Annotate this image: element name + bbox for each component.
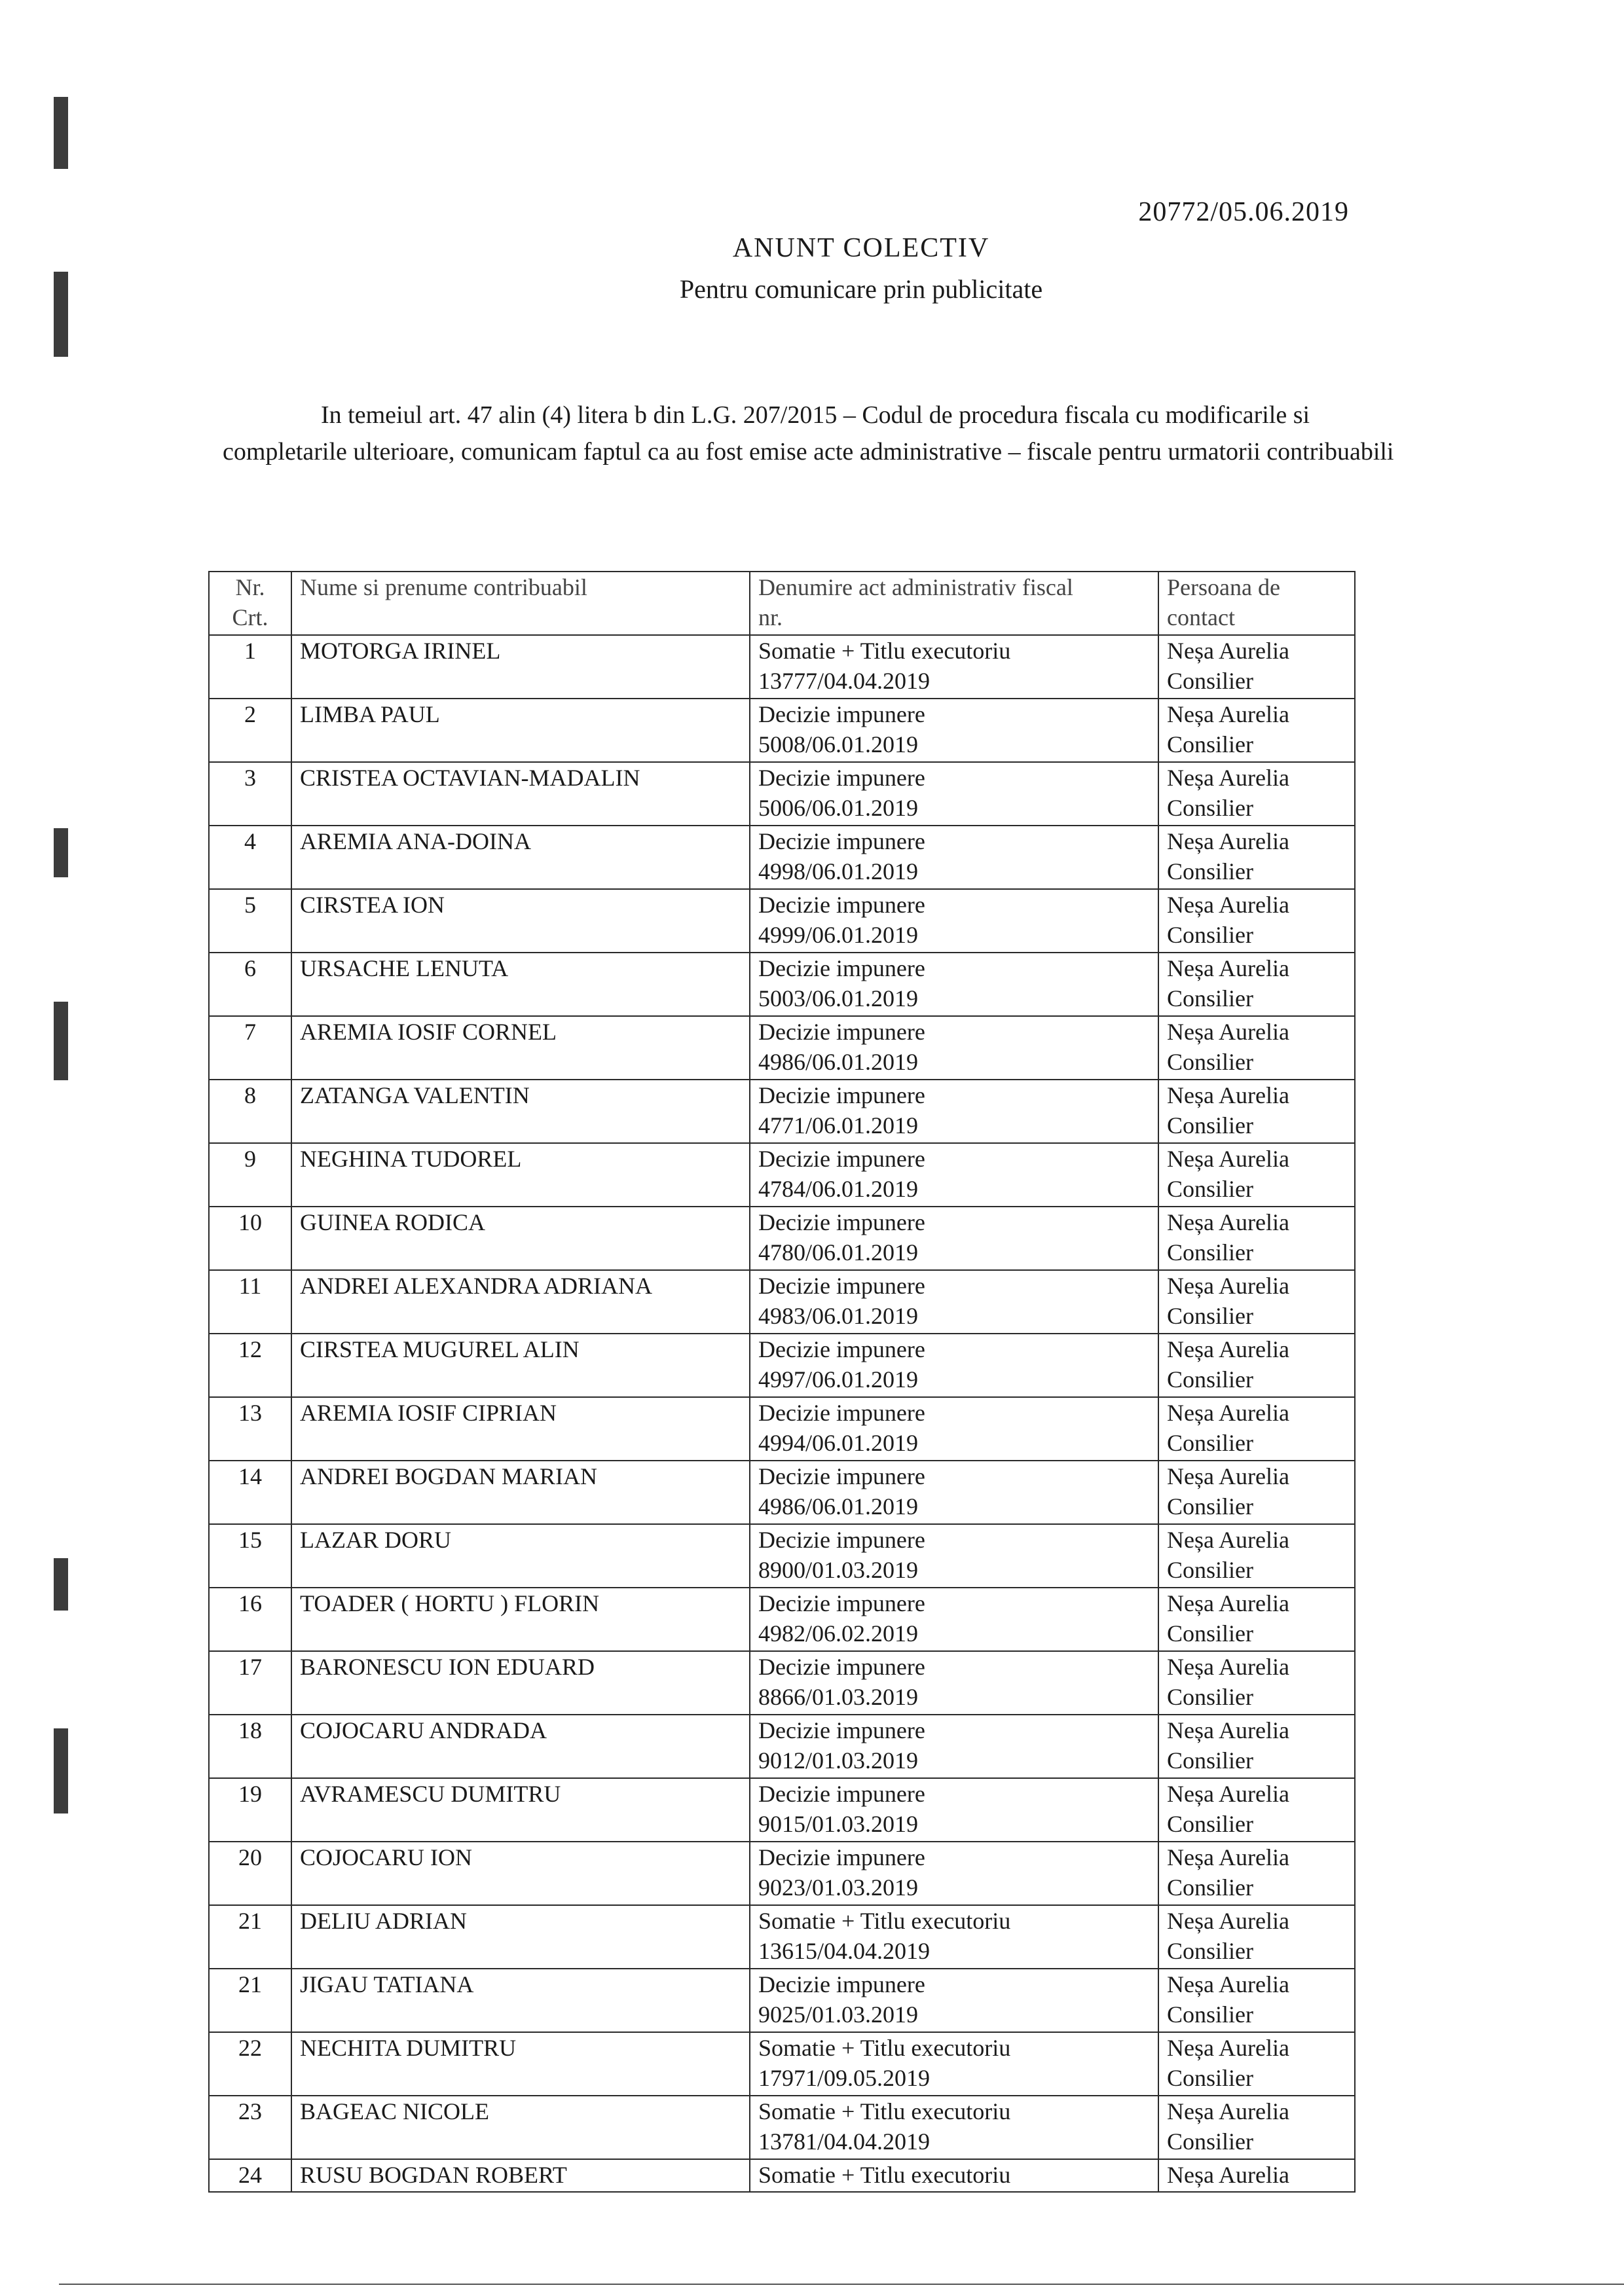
cell-taxpayer-name: NECHITA DUMITRU bbox=[291, 2032, 750, 2096]
table-row bbox=[209, 1651, 1355, 1715]
scan-mark bbox=[54, 97, 68, 169]
table-row bbox=[209, 826, 1355, 889]
contact-name: Neșa Aurelia bbox=[1167, 1590, 1289, 1616]
cell-nr: 2 bbox=[209, 699, 291, 762]
act-type: Decizie impunere bbox=[758, 701, 925, 727]
contact-name: Neșa Aurelia bbox=[1167, 1844, 1289, 1870]
table-row bbox=[209, 1143, 1355, 1207]
cell-act bbox=[750, 826, 1158, 889]
cell-contact bbox=[1158, 699, 1355, 762]
cell-taxpayer-name: COJOCARU ION bbox=[291, 1842, 750, 1905]
act-number: 9015/01.03.2019 bbox=[758, 1811, 919, 1837]
contact-name: Neșa Aurelia bbox=[1167, 1209, 1289, 1235]
cell-taxpayer-name: JIGAU TATIANA bbox=[291, 1969, 750, 2032]
act-number: 4983/06.01.2019 bbox=[758, 1303, 919, 1329]
contact-name: Neșa Aurelia bbox=[1167, 765, 1289, 791]
contact-role: Consilier bbox=[1167, 2065, 1253, 2091]
act-number: 4780/06.01.2019 bbox=[758, 1239, 919, 1266]
act-type: Decizie impunere bbox=[758, 1781, 925, 1807]
cell-contact bbox=[1158, 1842, 1355, 1905]
contact-name: Neșa Aurelia bbox=[1167, 2035, 1289, 2061]
cell-act bbox=[750, 889, 1158, 953]
cell-nr: 21 bbox=[209, 1905, 291, 1969]
act-number: 4986/06.01.2019 bbox=[758, 1049, 919, 1075]
cell-contact bbox=[1158, 889, 1355, 953]
contact-name: Neșa Aurelia bbox=[1167, 828, 1289, 854]
act-number: 4994/06.01.2019 bbox=[758, 1430, 919, 1456]
act-type: Decizie impunere bbox=[758, 1019, 925, 1045]
contact-role: Consilier bbox=[1167, 1874, 1253, 1901]
act-number: 5003/06.01.2019 bbox=[758, 985, 919, 1011]
footer-rule bbox=[59, 2284, 1624, 2285]
cell-act bbox=[750, 699, 1158, 762]
cell-contact bbox=[1158, 1778, 1355, 1842]
cell-taxpayer-name: RUSU BOGDAN ROBERT bbox=[291, 2159, 750, 2192]
act-number: 4997/06.01.2019 bbox=[758, 1366, 919, 1393]
cell-taxpayer-name: URSACHE LENUTA bbox=[291, 953, 750, 1016]
cell-act bbox=[750, 1651, 1158, 1715]
cell-act bbox=[750, 1080, 1158, 1143]
cell-act: Somatie + Titlu executoriu bbox=[750, 2159, 1158, 2192]
act-type: Decizie impunere bbox=[758, 1273, 925, 1299]
cell-nr: 3 bbox=[209, 762, 291, 826]
table-row bbox=[209, 1715, 1355, 1778]
cell-act bbox=[750, 1016, 1158, 1080]
contact-name: Neșa Aurelia bbox=[1167, 892, 1289, 918]
cell-act bbox=[750, 1842, 1158, 1905]
act-number: 9012/01.03.2019 bbox=[758, 1747, 919, 1774]
act-type: Decizie impunere bbox=[758, 1590, 925, 1616]
header-act: Denumire act administrativ fiscal nr. bbox=[750, 572, 1158, 635]
table-row bbox=[209, 2159, 1355, 2192]
taxpayer-table bbox=[208, 571, 1356, 2193]
cell-contact bbox=[1158, 2096, 1355, 2159]
table-row bbox=[209, 1461, 1355, 1524]
contact-role: Consilier bbox=[1167, 2001, 1253, 2028]
table-row bbox=[209, 953, 1355, 1016]
contact-role: Consilier bbox=[1167, 1811, 1253, 1837]
contact-role: Consilier bbox=[1167, 2128, 1253, 2155]
act-number: 9025/01.03.2019 bbox=[758, 2001, 919, 2028]
act-number: 8866/01.03.2019 bbox=[758, 1684, 919, 1710]
cell-nr: 14 bbox=[209, 1461, 291, 1524]
act-type: Decizie impunere bbox=[758, 1400, 925, 1426]
cell-contact bbox=[1158, 1969, 1355, 2032]
cell-taxpayer-name: LAZAR DORU bbox=[291, 1524, 750, 1588]
act-number: 4998/06.01.2019 bbox=[758, 858, 919, 884]
scan-mark bbox=[54, 828, 68, 877]
cell-nr: 16 bbox=[209, 1588, 291, 1651]
cell-contact bbox=[1158, 1143, 1355, 1207]
act-type: Decizie impunere bbox=[758, 1527, 925, 1553]
contact-name: Neșa Aurelia bbox=[1167, 2098, 1289, 2124]
header-contact: Persoana de contact bbox=[1158, 572, 1355, 635]
table-row bbox=[209, 889, 1355, 953]
cell-nr: 4 bbox=[209, 826, 291, 889]
table-row bbox=[209, 635, 1355, 699]
cell-nr: 8 bbox=[209, 1080, 291, 1143]
cell-taxpayer-name: ANDREI ALEXANDRA ADRIANA bbox=[291, 1270, 750, 1334]
cell-nr: 1 bbox=[209, 635, 291, 699]
contact-name: Neșa Aurelia bbox=[1167, 1971, 1289, 1997]
contact-role: Consilier bbox=[1167, 795, 1253, 821]
table-row bbox=[209, 1905, 1355, 1969]
act-type: Somatie + Titlu executoriu bbox=[758, 1908, 1011, 1934]
contact-role: Consilier bbox=[1167, 668, 1253, 694]
cell-contact bbox=[1158, 826, 1355, 889]
contact-name: Neșa Aurelia bbox=[1167, 1463, 1289, 1489]
contact-role: Consilier bbox=[1167, 1557, 1253, 1583]
cell-nr: 22 bbox=[209, 2032, 291, 2096]
document-subtitle: Pentru comunicare prin publicitate bbox=[679, 274, 1043, 304]
cell-taxpayer-name: AVRAMESCU DUMITRU bbox=[291, 1778, 750, 1842]
contact-name: Neșa Aurelia bbox=[1167, 955, 1289, 981]
contact-name: Neșa Aurelia bbox=[1167, 1717, 1289, 1743]
cell-act bbox=[750, 1778, 1158, 1842]
cell-taxpayer-name: COJOCARU ANDRADA bbox=[291, 1715, 750, 1778]
cell-contact bbox=[1158, 953, 1355, 1016]
cell-contact bbox=[1158, 1397, 1355, 1461]
cell-act bbox=[750, 1905, 1158, 1969]
cell-nr: 13 bbox=[209, 1397, 291, 1461]
contact-name: Neșa Aurelia bbox=[1167, 1908, 1289, 1934]
act-number: 9023/01.03.2019 bbox=[758, 1874, 919, 1901]
cell-act bbox=[750, 1270, 1158, 1334]
act-type: Decizie impunere bbox=[758, 828, 925, 854]
cell-taxpayer-name: BARONESCU ION EDUARD bbox=[291, 1651, 750, 1715]
cell-taxpayer-name: LIMBA PAUL bbox=[291, 699, 750, 762]
act-type: Somatie + Titlu executoriu bbox=[758, 638, 1011, 664]
act-number: 4982/06.02.2019 bbox=[758, 1620, 919, 1647]
contact-name: Neșa Aurelia bbox=[1167, 1273, 1289, 1299]
cell-contact bbox=[1158, 1270, 1355, 1334]
cell-act bbox=[750, 762, 1158, 826]
cell-nr: 6 bbox=[209, 953, 291, 1016]
cell-taxpayer-name: ANDREI BOGDAN MARIAN bbox=[291, 1461, 750, 1524]
contact-role: Consilier bbox=[1167, 1366, 1253, 1393]
contact-role: Consilier bbox=[1167, 1747, 1253, 1774]
cell-act bbox=[750, 1397, 1158, 1461]
cell-taxpayer-name: CIRSTEA ION bbox=[291, 889, 750, 953]
contact-name: Neșa Aurelia bbox=[1167, 1019, 1289, 1045]
table-row bbox=[209, 1207, 1355, 1270]
cell-nr: 19 bbox=[209, 1778, 291, 1842]
cell-taxpayer-name: MOTORGA IRINEL bbox=[291, 635, 750, 699]
cell-contact bbox=[1158, 1461, 1355, 1524]
cell-contact bbox=[1158, 635, 1355, 699]
act-number: 4986/06.01.2019 bbox=[758, 1493, 919, 1520]
cell-act bbox=[750, 2096, 1158, 2159]
table-row bbox=[209, 2096, 1355, 2159]
table-row bbox=[209, 1270, 1355, 1334]
cell-taxpayer-name: AREMIA IOSIF CIPRIAN bbox=[291, 1397, 750, 1461]
cell-taxpayer-name: ZATANGA VALENTIN bbox=[291, 1080, 750, 1143]
act-type: Decizie impunere bbox=[758, 1209, 925, 1235]
header-name: Nume si prenume contribuabil bbox=[291, 572, 750, 635]
contact-role: Consilier bbox=[1167, 1938, 1253, 1964]
cell-nr: 18 bbox=[209, 1715, 291, 1778]
contact-name: Neșa Aurelia bbox=[1167, 1146, 1289, 1172]
act-type: Somatie + Titlu executoriu bbox=[758, 2098, 1011, 2124]
scan-mark bbox=[54, 1002, 68, 1080]
table-row bbox=[209, 1397, 1355, 1461]
contact-role: Consilier bbox=[1167, 1239, 1253, 1266]
table-row bbox=[209, 1524, 1355, 1588]
contact-role: Consilier bbox=[1167, 858, 1253, 884]
table-row bbox=[209, 699, 1355, 762]
contact-role: Consilier bbox=[1167, 985, 1253, 1011]
cell-contact bbox=[1158, 1080, 1355, 1143]
cell-act bbox=[750, 1461, 1158, 1524]
cell-act bbox=[750, 1524, 1158, 1588]
cell-nr: 10 bbox=[209, 1207, 291, 1270]
act-type: Somatie + Titlu executoriu bbox=[758, 2035, 1011, 2061]
contact-role: Consilier bbox=[1167, 1493, 1253, 1520]
act-type: Decizie impunere bbox=[758, 955, 925, 981]
table-row bbox=[209, 1778, 1355, 1842]
cell-act bbox=[750, 1588, 1158, 1651]
cell-contact bbox=[1158, 1651, 1355, 1715]
act-type: Decizie impunere bbox=[758, 1336, 925, 1362]
cell-act bbox=[750, 2032, 1158, 2096]
contact-role: Consilier bbox=[1167, 1684, 1253, 1710]
document-title: ANUNT COLECTIV bbox=[732, 233, 990, 263]
cell-taxpayer-name: BAGEAC NICOLE bbox=[291, 2096, 750, 2159]
cell-contact bbox=[1158, 1016, 1355, 1080]
act-type: Decizie impunere bbox=[758, 1844, 925, 1870]
act-number: 13777/04.04.2019 bbox=[758, 668, 931, 694]
contact-role: Consilier bbox=[1167, 1112, 1253, 1139]
act-type: Decizie impunere bbox=[758, 892, 925, 918]
act-number: 4999/06.01.2019 bbox=[758, 922, 919, 948]
contact-name: Neșa Aurelia bbox=[1167, 1082, 1289, 1108]
contact-name: Neșa Aurelia bbox=[1167, 1527, 1289, 1553]
cell-act bbox=[750, 1207, 1158, 1270]
table-row bbox=[209, 762, 1355, 826]
act-type: Decizie impunere bbox=[758, 1146, 925, 1172]
cell-nr: 9 bbox=[209, 1143, 291, 1207]
contact-name: Neșa Aurelia bbox=[1167, 701, 1289, 727]
act-number: 8900/01.03.2019 bbox=[758, 1557, 919, 1583]
contact-role: Consilier bbox=[1167, 1430, 1253, 1456]
cell-act bbox=[750, 953, 1158, 1016]
cell-contact bbox=[1158, 1588, 1355, 1651]
contact-role: Consilier bbox=[1167, 1049, 1253, 1075]
cell-contact bbox=[1158, 762, 1355, 826]
cell-nr: 17 bbox=[209, 1651, 291, 1715]
cell-taxpayer-name: AREMIA IOSIF CORNEL bbox=[291, 1016, 750, 1080]
cell-nr: 11 bbox=[209, 1270, 291, 1334]
act-type: Decizie impunere bbox=[758, 765, 925, 791]
scan-mark bbox=[54, 1558, 68, 1611]
intro-paragraph-line-1: In temeiul art. 47 alin (4) litera b din L.G. 207/2015 – Codul de procedura fiscala cu modificarile si bbox=[321, 401, 1310, 429]
contact-role: Consilier bbox=[1167, 731, 1253, 757]
cell-nr: 23 bbox=[209, 2096, 291, 2159]
table-row bbox=[209, 1588, 1355, 1651]
contact-role: Consilier bbox=[1167, 1176, 1253, 1202]
act-type: Decizie impunere bbox=[758, 1654, 925, 1680]
cell-contact bbox=[1158, 1334, 1355, 1397]
table-row bbox=[209, 1080, 1355, 1143]
cell-nr: 7 bbox=[209, 1016, 291, 1080]
contact-name: Neșa Aurelia bbox=[1167, 1336, 1289, 1362]
act-number: 5006/06.01.2019 bbox=[758, 795, 919, 821]
document-number: 20772/05.06.2019 bbox=[1138, 197, 1349, 227]
act-number: 17971/09.05.2019 bbox=[758, 2065, 931, 2091]
cell-act bbox=[750, 1143, 1158, 1207]
cell-taxpayer-name: AREMIA ANA-DOINA bbox=[291, 826, 750, 889]
contact-role: Consilier bbox=[1167, 922, 1253, 948]
cell-contact: Neșa Aurelia bbox=[1158, 2159, 1355, 2192]
cell-taxpayer-name: TOADER ( HORTU ) FLORIN bbox=[291, 1588, 750, 1651]
act-number: 5008/06.01.2019 bbox=[758, 731, 919, 757]
cell-contact bbox=[1158, 2032, 1355, 2096]
cell-act bbox=[750, 1715, 1158, 1778]
table-row bbox=[209, 1334, 1355, 1397]
cell-act bbox=[750, 1334, 1158, 1397]
cell-contact bbox=[1158, 1715, 1355, 1778]
table-row bbox=[209, 1842, 1355, 1905]
cell-nr: 5 bbox=[209, 889, 291, 953]
cell-nr: 15 bbox=[209, 1524, 291, 1588]
cell-act bbox=[750, 1969, 1158, 2032]
cell-taxpayer-name: DELIU ADRIAN bbox=[291, 1905, 750, 1969]
act-number: 13781/04.04.2019 bbox=[758, 2128, 931, 2155]
act-type: Decizie impunere bbox=[758, 1971, 925, 1997]
contact-name: Neșa Aurelia bbox=[1167, 1781, 1289, 1807]
contact-name: Neșa Aurelia bbox=[1167, 638, 1289, 664]
contact-name: Neșa Aurelia bbox=[1167, 1400, 1289, 1426]
header-nr: Nr. Crt. bbox=[209, 572, 291, 635]
cell-taxpayer-name: CIRSTEA MUGUREL ALIN bbox=[291, 1334, 750, 1397]
scan-mark bbox=[54, 1728, 68, 1813]
contact-name: Neșa Aurelia bbox=[1167, 1654, 1289, 1680]
cell-contact bbox=[1158, 1207, 1355, 1270]
act-type: Decizie impunere bbox=[758, 1463, 925, 1489]
cell-nr: 24 bbox=[209, 2159, 291, 2192]
act-type: Decizie impunere bbox=[758, 1717, 925, 1743]
cell-contact bbox=[1158, 1905, 1355, 1969]
cell-taxpayer-name: NEGHINA TUDOREL bbox=[291, 1143, 750, 1207]
cell-nr: 20 bbox=[209, 1842, 291, 1905]
cell-taxpayer-name: GUINEA RODICA bbox=[291, 1207, 750, 1270]
intro-paragraph-line-2: completarile ulterioare, comunicam faptul ca au fost emise acte administrative – fiscale pentru urmatorii contribuabili bbox=[223, 438, 1394, 465]
table-row bbox=[209, 2032, 1355, 2096]
table-row bbox=[209, 1969, 1355, 2032]
cell-act bbox=[750, 635, 1158, 699]
cell-nr: 12 bbox=[209, 1334, 291, 1397]
contact-role: Consilier bbox=[1167, 1303, 1253, 1329]
act-type: Decizie impunere bbox=[758, 1082, 925, 1108]
cell-taxpayer-name: CRISTEA OCTAVIAN-MADALIN bbox=[291, 762, 750, 826]
cell-nr: 21 bbox=[209, 1969, 291, 2032]
contact-role: Consilier bbox=[1167, 1620, 1253, 1647]
table-header-row bbox=[209, 572, 1355, 635]
act-number: 13615/04.04.2019 bbox=[758, 1938, 931, 1964]
table-row bbox=[209, 1016, 1355, 1080]
act-number: 4784/06.01.2019 bbox=[758, 1176, 919, 1202]
act-number: 4771/06.01.2019 bbox=[758, 1112, 919, 1139]
cell-contact bbox=[1158, 1524, 1355, 1588]
